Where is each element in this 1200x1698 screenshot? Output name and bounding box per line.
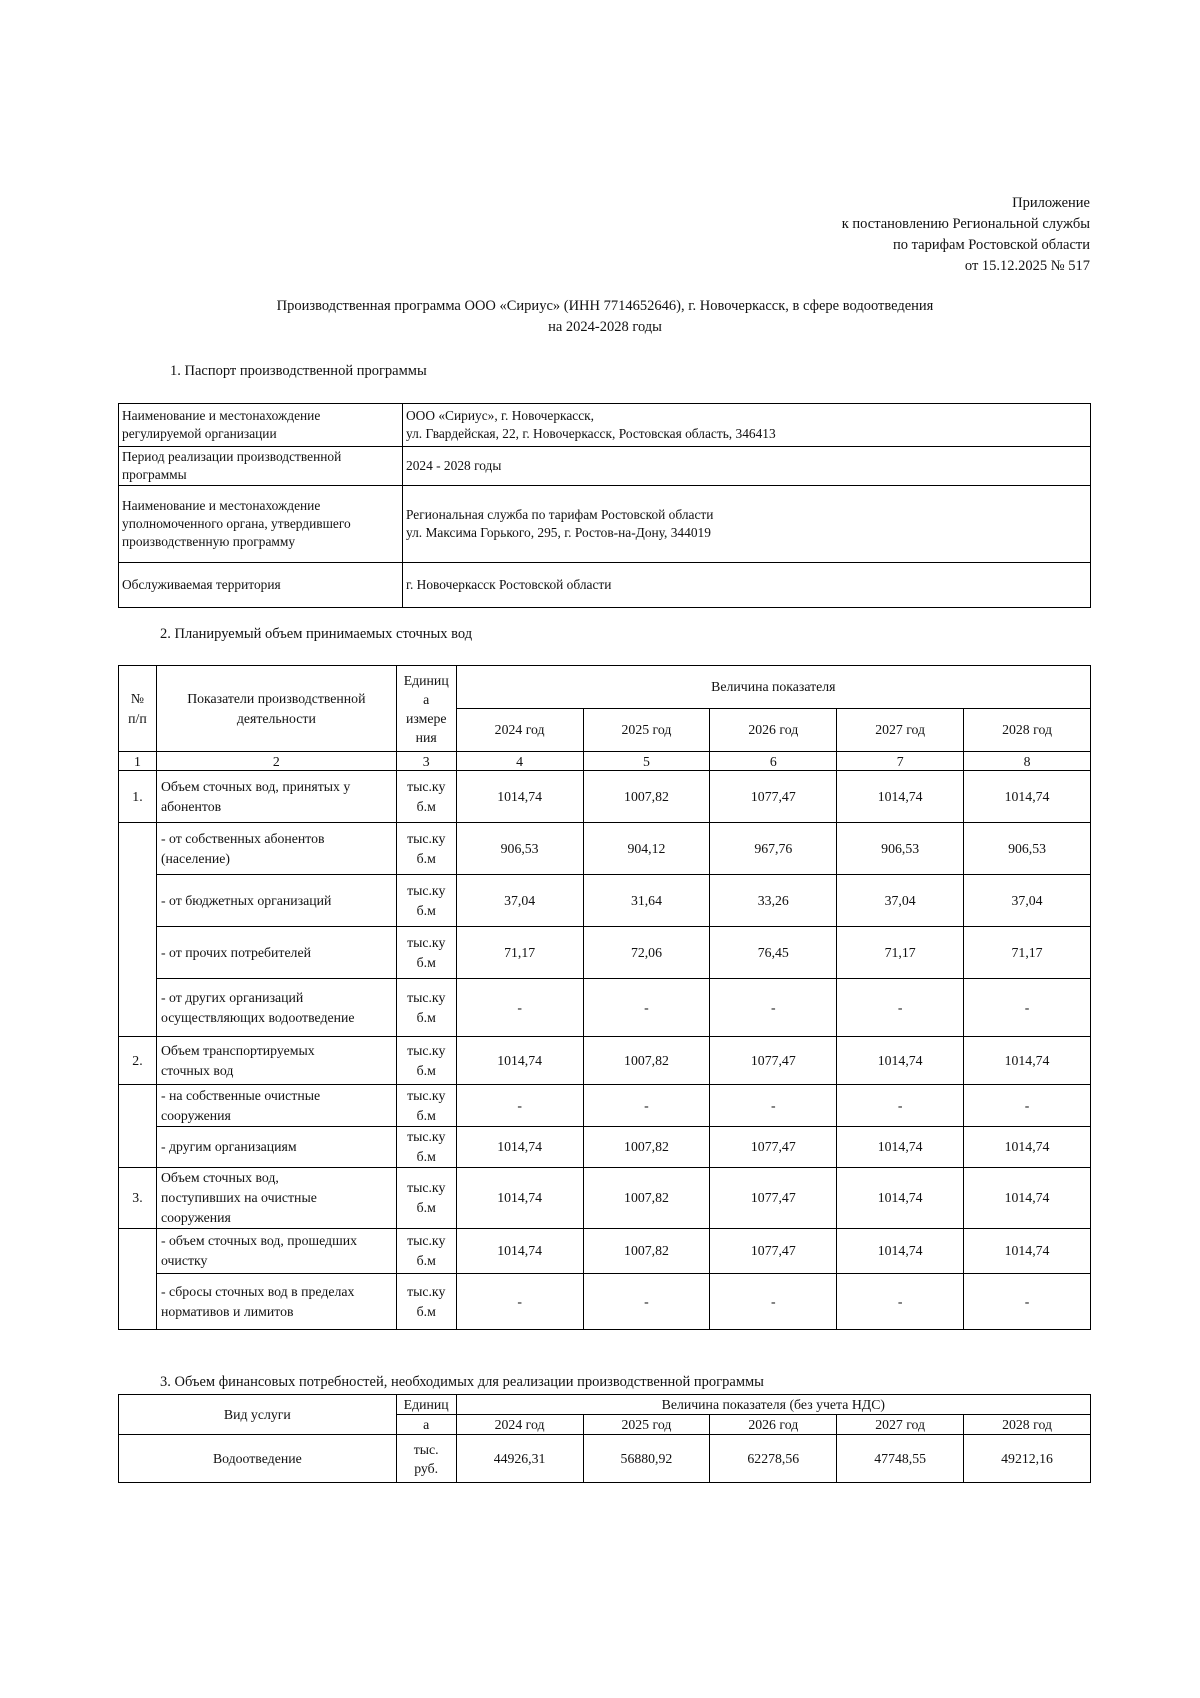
- unit-line: тыс.ку: [407, 1233, 446, 1248]
- indicator-name: [156, 1168, 396, 1229]
- passport-table: [118, 403, 1091, 608]
- label-line: Наименование и местонахождение: [122, 408, 321, 423]
- unit-line: тыс.ку: [407, 989, 446, 1005]
- value-cell: 1014,74: [456, 1168, 583, 1229]
- value-cell: 1014,74: [456, 1229, 583, 1274]
- unit-line: тыс.: [413, 1441, 439, 1457]
- label-line: уполномоченного органа, утвердившего: [122, 516, 351, 531]
- value-cell: 1007,82: [583, 1229, 710, 1274]
- value-cell: 62278,56: [710, 1435, 837, 1483]
- passport-label: [119, 486, 403, 563]
- indicator-name-line: нормативов и лимитов: [160, 1303, 294, 1319]
- value-cell: -: [837, 1085, 964, 1127]
- passport-value: 2024 - 2028 годы: [403, 447, 1091, 486]
- indicator-name-line: сооружения: [160, 1210, 231, 1225]
- value-cell: 71,17: [964, 927, 1091, 979]
- value-cell: 904,12: [583, 823, 710, 875]
- indicator-name-line: - сбросы сточных вод в пределах: [160, 1283, 355, 1299]
- indicator-name-line: - другим организациям: [160, 1139, 297, 1154]
- finance-table: [118, 1394, 1091, 1483]
- value-cell: -: [583, 979, 710, 1037]
- indicator-name-line: абонентов: [160, 798, 222, 814]
- value-cell: 1077,47: [710, 1037, 837, 1085]
- unit-line: тыс.ку: [407, 778, 446, 794]
- value-cell: 1014,74: [837, 1229, 964, 1274]
- header-line: измере: [405, 710, 447, 726]
- unit-cell: [396, 1127, 456, 1168]
- value-cell: -: [456, 979, 583, 1037]
- table-row: [119, 823, 1091, 875]
- table-row: [119, 563, 1091, 608]
- table-row: [119, 1435, 1091, 1483]
- passport-label: Обслуживаемая территория: [119, 563, 403, 608]
- col-header-value-group: Величина показателя: [456, 666, 1090, 709]
- value-cell: -: [964, 1274, 1091, 1330]
- unit-line: тыс.ку: [407, 830, 446, 846]
- value-cell: -: [456, 1085, 583, 1127]
- value-cell: -: [964, 1085, 1091, 1127]
- value-cell: -: [583, 1274, 710, 1330]
- value-cell: 1014,74: [837, 1127, 964, 1168]
- indicator-name-line: сооружения: [160, 1107, 231, 1123]
- unit-line: б.м: [416, 902, 436, 918]
- indicator-name-line: (население): [160, 850, 230, 866]
- unit-cell: [396, 1435, 456, 1483]
- value-cell: 1014,74: [964, 1229, 1091, 1274]
- service-name: Водоотведение: [119, 1435, 397, 1483]
- row-number: [119, 1229, 157, 1330]
- value-cell: 33,26: [710, 875, 837, 927]
- value-cell: -: [710, 1274, 837, 1330]
- value-cell: 56880,92: [583, 1435, 710, 1483]
- indicator-name: [156, 823, 396, 875]
- value-cell: 1014,74: [964, 1127, 1091, 1168]
- col-number: 8: [964, 752, 1091, 771]
- unit-line: тыс.ку: [407, 1129, 446, 1144]
- value-cell: 967,76: [710, 823, 837, 875]
- value-cell: 906,53: [964, 823, 1091, 875]
- unit-cell: [396, 771, 456, 823]
- table-row: [119, 1229, 1091, 1274]
- passport-label: [119, 404, 403, 447]
- title-line: Производственная программа ООО «Сириус» (ИНН 7714652646), г. Новочеркасск, в сфере водоотведения: [276, 298, 934, 314]
- table-row: [119, 979, 1091, 1037]
- indicator-name: [156, 1085, 396, 1127]
- unit-cell: [396, 979, 456, 1037]
- value-cell: 37,04: [964, 875, 1091, 927]
- value-cell: 47748,55: [837, 1435, 964, 1483]
- value-cell: 1077,47: [710, 1229, 837, 1274]
- value-cell: 906,53: [456, 823, 583, 875]
- table-row: [119, 927, 1091, 979]
- value-cell: 72,06: [583, 927, 710, 979]
- value-cell: 44926,31: [456, 1435, 583, 1483]
- table-row: [119, 404, 1091, 447]
- col-number: 4: [456, 752, 583, 771]
- header-line: Единиц: [403, 672, 449, 688]
- table-row: [119, 447, 1091, 486]
- unit-line: б.м: [416, 798, 436, 814]
- header-row: [119, 1395, 1091, 1415]
- indicator-name-line: Объем сточных вод,: [160, 1170, 279, 1185]
- value-cell: 1014,74: [456, 771, 583, 823]
- indicator-name-line: - объем сточных вод, прошедших: [160, 1233, 357, 1248]
- header-line: Показатели производственной: [187, 690, 366, 706]
- label-line: Период реализации производственной: [122, 449, 342, 464]
- value-cell: 1007,82: [583, 771, 710, 823]
- value-cell: -: [710, 1085, 837, 1127]
- label-line: регулируемой организации: [122, 426, 277, 441]
- row-number: 3.: [119, 1168, 157, 1229]
- value-cell: 1077,47: [710, 1168, 837, 1229]
- section3-heading: 3. Объем финансовых потребностей, необходимых для реализации производственной программы: [160, 1374, 764, 1390]
- value-cell: 37,04: [837, 875, 964, 927]
- unit-line: тыс.ку: [407, 1087, 446, 1103]
- col-number: 5: [583, 752, 710, 771]
- header-line: п/п: [128, 710, 147, 726]
- indicator-name: [156, 875, 396, 927]
- col-header-value-group: Величина показателя (без учета НДС): [456, 1395, 1090, 1415]
- indicator-name-line: поступивших на очистные: [160, 1190, 317, 1205]
- value-cell: 1014,74: [837, 1168, 964, 1229]
- unit-cell: [396, 823, 456, 875]
- section1-heading: 1. Паспорт производственной программы: [170, 363, 427, 379]
- value-cell: 71,17: [837, 927, 964, 979]
- volume-table: [118, 665, 1091, 1330]
- row-number: 1.: [119, 771, 157, 823]
- value-cell: -: [583, 1085, 710, 1127]
- value-cell: 1014,74: [964, 1037, 1091, 1085]
- label-line: производственную программу: [122, 534, 296, 549]
- value-cell: 1014,74: [456, 1037, 583, 1085]
- passport-value: г. Новочеркасск Ростовской области: [403, 563, 1091, 608]
- col-number: 1: [119, 752, 157, 771]
- value-line: ул. Гвардейская, 22, г. Новочеркасск, Ростовская область, 346413: [406, 426, 776, 441]
- value-cell: -: [837, 979, 964, 1037]
- value-line: Региональная служба по тарифам Ростовской области: [406, 507, 714, 522]
- value-line: ул. Максима Горького, 295, г. Ростов-на-Дону, 344019: [406, 525, 711, 540]
- col-header-year: 2028 год: [964, 709, 1091, 752]
- value-cell: 1014,74: [837, 771, 964, 823]
- unit-line: б.м: [416, 1149, 436, 1164]
- header-line: ния: [415, 729, 437, 745]
- indicator-name: [156, 1037, 396, 1085]
- col-header-year: 2026 год: [710, 1415, 837, 1435]
- unit-line: б.м: [416, 954, 436, 970]
- value-cell: 1007,82: [583, 1127, 710, 1168]
- table-row: [119, 1037, 1091, 1085]
- unit-line: руб.: [414, 1460, 439, 1476]
- value-cell: -: [710, 979, 837, 1037]
- indicator-name: [156, 771, 396, 823]
- indicator-name-line: осуществляющих водоотведение: [160, 1009, 355, 1025]
- indicator-name: [156, 1127, 396, 1168]
- indicator-name: [156, 1274, 396, 1330]
- unit-cell: [396, 927, 456, 979]
- unit-line: б.м: [416, 850, 436, 866]
- header-row: [119, 666, 1091, 709]
- unit-line: тыс.ку: [407, 1283, 446, 1299]
- appendix-line: Приложение: [1012, 195, 1090, 211]
- passport-label: [119, 447, 403, 486]
- header-line: а: [423, 691, 430, 707]
- volume-table-body: [119, 771, 1091, 1330]
- value-cell: 49212,16: [964, 1435, 1091, 1483]
- appendix-block: [842, 193, 1090, 277]
- header-line: деятельности: [236, 710, 316, 726]
- col-header-indicator: [156, 666, 396, 752]
- unit-line: тыс.ку: [407, 1180, 446, 1195]
- value-cell: 1077,47: [710, 1127, 837, 1168]
- unit-line: б.м: [416, 1062, 436, 1078]
- col-header-number: [119, 666, 157, 752]
- col-number: 6: [710, 752, 837, 771]
- section2-heading: 2. Планируемый объем принимаемых сточных вод: [160, 626, 473, 642]
- col-header-unit: Единиц: [396, 1395, 456, 1415]
- label-line: Наименование и местонахождение: [122, 498, 321, 513]
- table-row: [119, 1085, 1091, 1127]
- unit-cell: [396, 1229, 456, 1274]
- label-line: программы: [122, 467, 187, 482]
- col-header-year: 2026 год: [710, 709, 837, 752]
- appendix-date-number: от 15.12.2025 № 517: [964, 258, 1090, 274]
- value-cell: -: [837, 1274, 964, 1330]
- indicator-name-line: - от собственных абонентов: [160, 830, 325, 846]
- col-header-year: 2025 год: [583, 709, 710, 752]
- value-cell: 1077,47: [710, 771, 837, 823]
- value-cell: 906,53: [837, 823, 964, 875]
- unit-line: б.м: [416, 1253, 436, 1268]
- unit-cell: [396, 1085, 456, 1127]
- col-header-year: 2024 год: [456, 709, 583, 752]
- unit-line: б.м: [416, 1009, 436, 1025]
- col-header-year: 2027 год: [837, 709, 964, 752]
- unit-line: б.м: [416, 1303, 436, 1319]
- col-header-service: Вид услуги: [119, 1395, 397, 1435]
- indicator-name-line: сточных вод: [160, 1062, 234, 1078]
- indicator-name-line: Объем сточных вод, принятых у: [160, 778, 351, 794]
- col-number: 7: [837, 752, 964, 771]
- unit-line: б.м: [416, 1200, 436, 1215]
- indicator-name: [156, 927, 396, 979]
- value-cell: -: [964, 979, 1091, 1037]
- column-number-row: [119, 752, 1091, 771]
- indicator-name: [156, 979, 396, 1037]
- unit-line: тыс.ку: [407, 934, 446, 950]
- indicator-name-line: Объем транспортируемых: [160, 1042, 315, 1058]
- value-cell: 1007,82: [583, 1168, 710, 1229]
- document-title: [120, 296, 1090, 338]
- unit-cell: [396, 1037, 456, 1085]
- table-row: [119, 1127, 1091, 1168]
- col-number: 2: [156, 752, 396, 771]
- unit-cell: [396, 1274, 456, 1330]
- value-cell: 71,17: [456, 927, 583, 979]
- unit-line: б.м: [416, 1107, 436, 1123]
- unit-cell: [396, 1168, 456, 1229]
- table-row: [119, 875, 1091, 927]
- value-cell: -: [456, 1274, 583, 1330]
- table-row: [119, 486, 1091, 563]
- indicator-name-line: очистку: [160, 1253, 208, 1268]
- indicator-name-line: - на собственные очистные: [160, 1087, 321, 1103]
- value-cell: 76,45: [710, 927, 837, 979]
- passport-value: [403, 404, 1091, 447]
- title-line: на 2024-2028 годы: [548, 319, 662, 335]
- col-number: 3: [396, 752, 456, 771]
- value-cell: 37,04: [456, 875, 583, 927]
- col-header-year: 2025 год: [583, 1415, 710, 1435]
- value-cell: 1014,74: [964, 1168, 1091, 1229]
- value-cell: 1014,74: [456, 1127, 583, 1168]
- col-header-year: 2024 год: [456, 1415, 583, 1435]
- table-row: [119, 1274, 1091, 1330]
- row-number: [119, 823, 157, 1037]
- appendix-line: по тарифам Ростовской области: [893, 237, 1090, 253]
- col-header-year: 2027 год: [837, 1415, 964, 1435]
- col-header-unit: [396, 666, 456, 752]
- indicator-name: [156, 1229, 396, 1274]
- appendix-line: к постановлению Региональной службы: [841, 216, 1090, 232]
- value-cell: 1007,82: [583, 1037, 710, 1085]
- col-header-year: 2028 год: [964, 1415, 1091, 1435]
- row-number: 2.: [119, 1037, 157, 1085]
- unit-line: тыс.ку: [407, 882, 446, 898]
- value-cell: 1014,74: [964, 771, 1091, 823]
- passport-value: [403, 486, 1091, 563]
- indicator-name-line: - от бюджетных организаций: [160, 892, 332, 908]
- value-cell: 1014,74: [837, 1037, 964, 1085]
- row-number: [119, 1085, 157, 1168]
- unit-line: тыс.ку: [407, 1042, 446, 1058]
- table-row: [119, 771, 1091, 823]
- indicator-name-line: - от прочих потребителей: [160, 944, 311, 960]
- value-cell: 31,64: [583, 875, 710, 927]
- table-row: [119, 1168, 1091, 1229]
- col-header-unit: а: [396, 1415, 456, 1435]
- value-line: ООО «Сириус», г. Новочеркасск,: [406, 408, 595, 423]
- header-line: №: [130, 690, 145, 706]
- indicator-name-line: - от других организаций: [160, 989, 304, 1005]
- unit-cell: [396, 875, 456, 927]
